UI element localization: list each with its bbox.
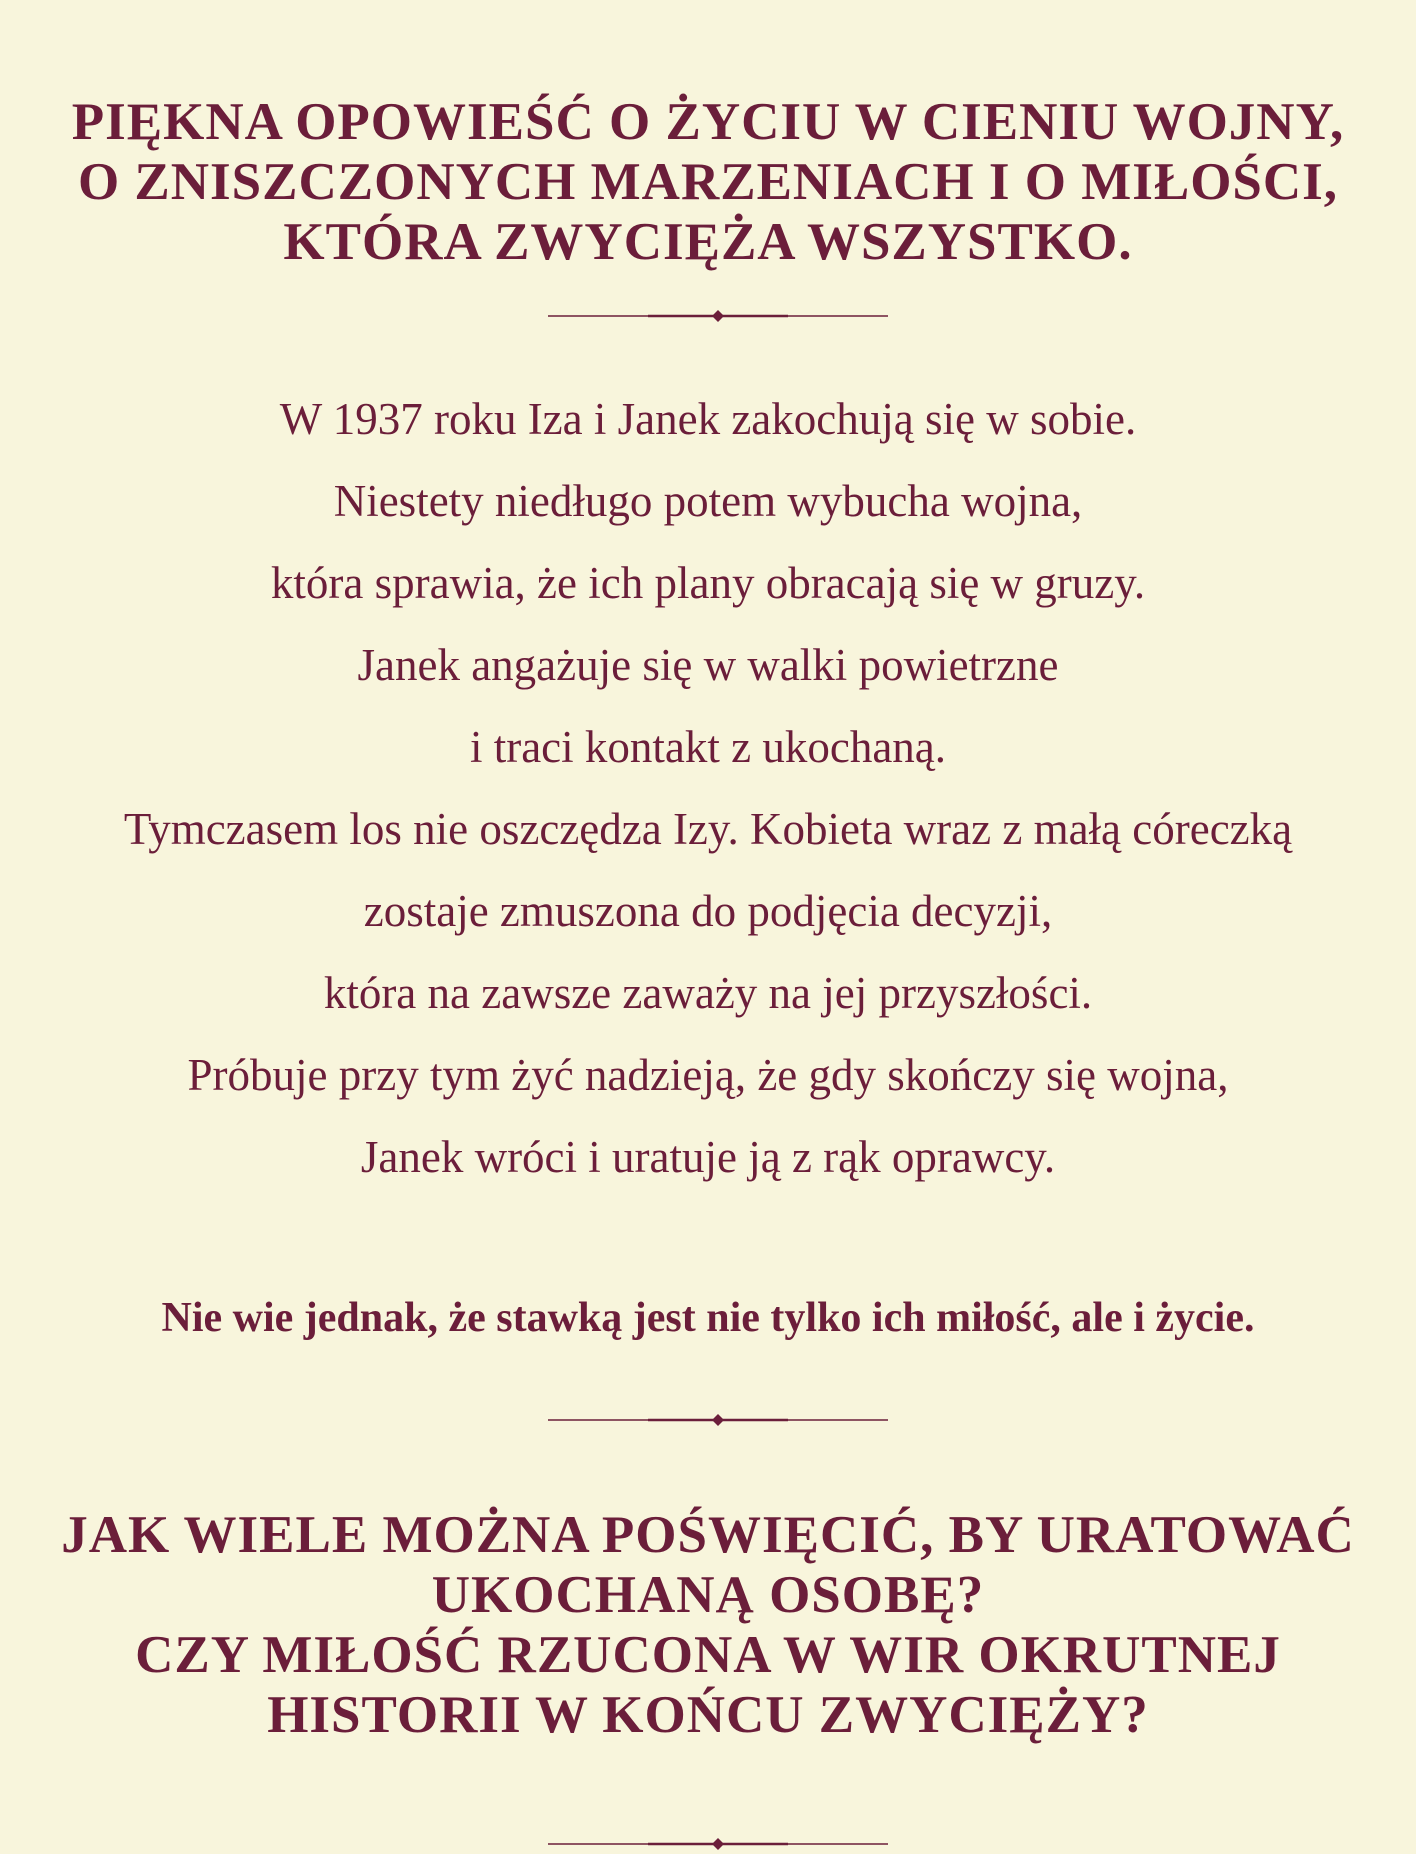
- headline: [40, 92, 1376, 272]
- synopsis-line: która na zawsze zaważy na jej przyszłości.: [323, 968, 1093, 1018]
- headline-line: KTÓRA ZWYCIĘŻA WSZYSTKO.: [283, 213, 1133, 271]
- closing-line: CZY MIŁOŚĆ RZUCONA W WIR OKRUTNEJ: [135, 1626, 1281, 1684]
- synopsis-line: Niestety niedługo potem wybucha wojna,: [333, 476, 1083, 526]
- headline-line: O ZNISZCZONYCH MARZENIACH I O MIŁOŚCI,: [77, 153, 1339, 211]
- synopsis-line: i traci kontakt z ukochaną.: [469, 722, 947, 772]
- synopsis-line: która sprawia, że ich plany obracają się w gruzy.: [270, 558, 1146, 608]
- closing-line: HISTORII W KOŃCU ZWYCIĘŻY?: [267, 1686, 1149, 1744]
- synopsis-line: zostaje zmuszona do podjęcia decyzji,: [363, 886, 1053, 936]
- diamond-divider-icon: [548, 1412, 888, 1428]
- closing-questions: [40, 1505, 1376, 1745]
- closing-line: UKOCHANĄ OSOBĘ?: [431, 1566, 985, 1624]
- synopsis-line: Tymczasem los nie oszczędza Izy. Kobieta wraz z małą córeczką: [123, 804, 1293, 854]
- headline-line: PIĘKNA OPOWIEŚĆ O ŻYCIU W CIENIU WOJNY,: [71, 93, 1345, 151]
- closing-line: JAK WIELE MOŻNA POŚWIĘCIĆ, BY URATOWAĆ: [61, 1506, 1355, 1564]
- diamond-divider-icon: [548, 1836, 888, 1852]
- tagline: Nie wie jednak, że stawką jest nie tylko ich miłość, ale i życie.: [161, 1295, 1255, 1341]
- synopsis: [40, 378, 1376, 1198]
- synopsis-line: Janek angażuje się w walki powietrzne: [357, 640, 1059, 690]
- synopsis-line: W 1937 roku Iza i Janek zakochują się w sobie.: [279, 394, 1137, 444]
- synopsis-line: Janek wróci i uratuje ją z rąk oprawcy.: [360, 1132, 1056, 1182]
- synopsis-line: Próbuje przy tym żyć nadzieją, że gdy skończy się wojna,: [187, 1050, 1229, 1100]
- diamond-divider-icon: [548, 308, 888, 324]
